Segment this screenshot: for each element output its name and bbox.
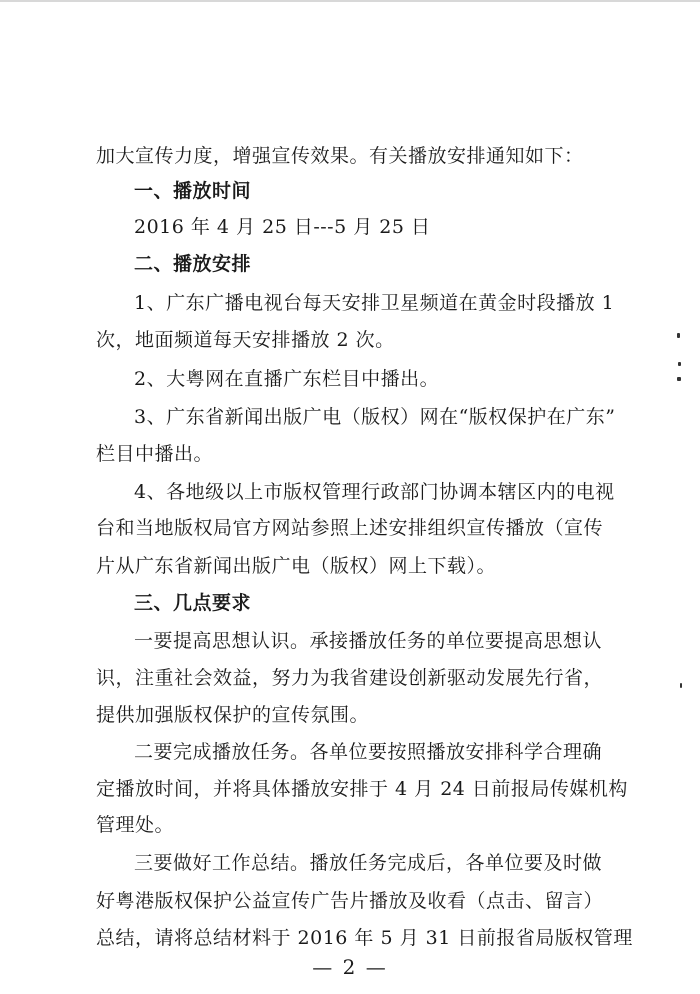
paragraph-line: 提供加强版权保护的宣传氛围。	[96, 704, 370, 726]
page-number: — 2 —	[312, 955, 388, 979]
paragraph-line: 二要完成播放任务。各单位要按照播放安排科学合理确	[134, 741, 603, 763]
paragraph-line: 加大宣传力度，增强宣传效果。有关播放安排通知如下：	[96, 145, 584, 167]
section-heading: 三、几点要求	[134, 592, 252, 614]
paragraph-line: 台和当地版权局官方网站参照上述安排组织宣传播放（宣传	[96, 517, 604, 539]
paragraph-line: 栏目中播出。	[96, 443, 214, 465]
scan-edge	[0, 0, 700, 2]
paragraph-line: 识，注重社会效益，努力为我省建设创新驱动发展先行省，	[96, 667, 604, 689]
paragraph-line: 三要做好工作总结。播放任务完成后，各单位要及时做	[134, 852, 603, 874]
paragraph-line: 4、各地级以上市版权管理行政部门协调本辖区内的电视	[134, 481, 615, 503]
paragraph-line: 次，地面频道每天安排播放 2 次。	[96, 329, 395, 351]
paragraph-line: 1、广东广播电视台每天安排卫星频道在黄金时段播放 1	[134, 292, 615, 314]
paragraph-line: 3、广东省新闻出版广电（版权）网在“版权保护在广东”	[134, 406, 616, 428]
paragraph-line: 好粤港版权保护公益宣传广告片播放及收看（点击、留言）	[96, 890, 604, 912]
section-heading: 一、播放时间	[134, 180, 252, 202]
scan-speck	[677, 333, 680, 338]
paragraph-line: 定播放时间，并将具体播放安排于 4 月 24 日前报局传媒机构	[96, 778, 628, 800]
scan-speck	[677, 377, 681, 381]
paragraph-line: 一要提高思想认识。承接播放任务的单位要提高思想认	[134, 630, 603, 652]
paragraph-line: 2016 年 4 月 25 日---5 月 25 日	[134, 216, 431, 238]
scan-speck	[678, 362, 681, 366]
paragraph-line: 2、大粤网在直播广东栏目中播出。	[134, 368, 440, 390]
paragraph-line: 总结，请将总结材料于 2016 年 5 月 31 日前报省局版权管理	[96, 927, 633, 949]
paragraph-line: 片从广东省新闻出版广电（版权）网上下载）。	[96, 555, 497, 577]
section-heading: 二、播放安排	[134, 253, 252, 275]
paragraph-line: 管理处。	[96, 814, 175, 836]
scan-speck	[680, 683, 682, 688]
